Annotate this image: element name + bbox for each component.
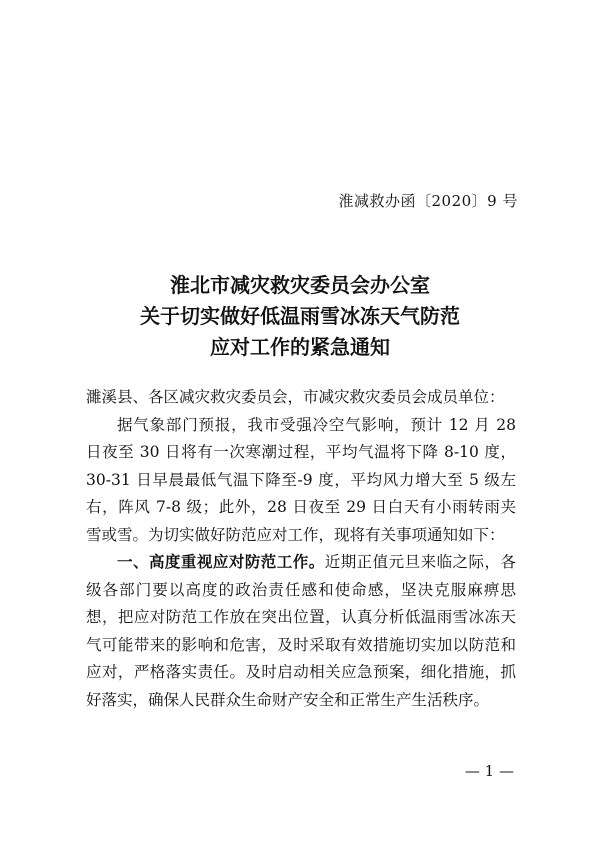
title-line-2: 关于切实做好低温雨雪冰冻天气防范 [140, 304, 460, 328]
paragraph-intro: 据气象部门预报，我市受强冷空气影响，预计 12 月 28 日夜至 30 日将有一次寒潮过程，平均气温将下降 8-10 度，30-31 日早晨最低气温下降至-9 度，平均风力增大至 5 级左右，阵风 7-8 级；此外，28 日夜至 29 日白天有小雨转雨夹雪或雪。为切实做好防范应对工作，现将有关事项通知如下： [86, 415, 516, 544]
page-number: — 1 — [464, 762, 514, 780]
document-title [0, 270, 600, 363]
paragraph-section-1 [86, 549, 516, 714]
section-1-text: 近期正值元旦来临之际，各级各部门要以高度的政治责任感和使命感，坚决克服麻痹思想，把应对防范工作放在突出位置，认真分析低温雨雪冰冻天气可能带来的影响和危害，及时采取有效措施切实加以防范和应对，严格落实责任。及时启动相关应急预案，细化措施，抓好落实，确保人民群众生命财产安全和正常生产生活秩序。 [86, 553, 516, 709]
salutation: 濉溪县、各区减灾救灾委员会，市减灾救灾委员会成员单位： [86, 388, 505, 406]
document-number: 淮减救办函〔2020〕9 号 [338, 192, 518, 210]
title-line-3: 应对工作的紧急通知 [210, 335, 390, 359]
document-body [86, 384, 516, 714]
title-line-1: 淮北市减灾救灾委员会办公室 [170, 273, 430, 297]
section-1-heading: 一、高度重视应对防范工作。 [117, 553, 325, 571]
